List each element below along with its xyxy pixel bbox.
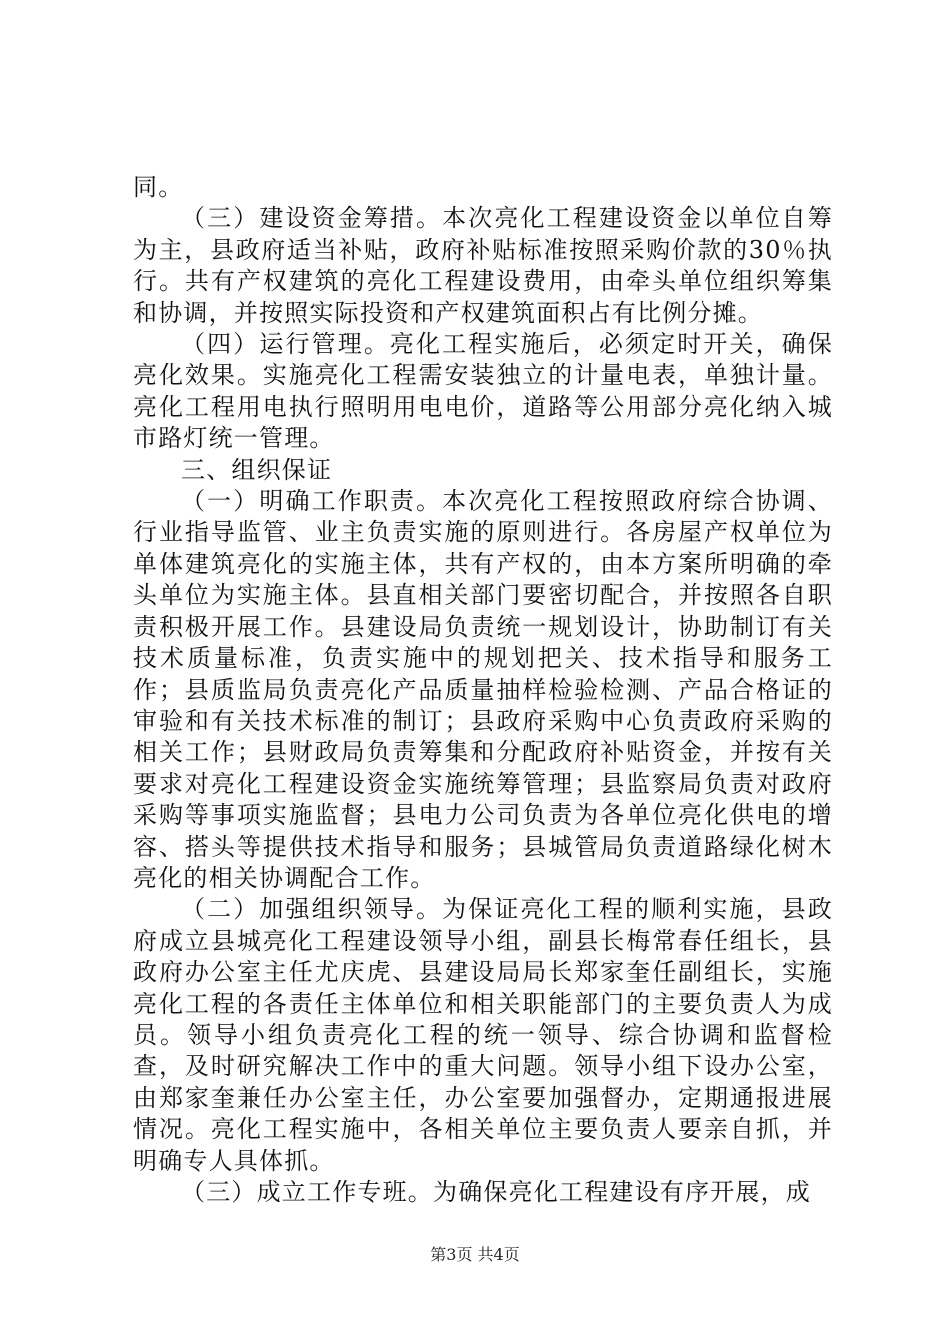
page-number-footer: 第3页 共4页 xyxy=(430,1245,520,1264)
paragraph-organization-leadership: （二）加强组织领导。为保证亮化工程的顺利实施，县政府成立县城亮化工程建设领导小组，副县长梅常春任组长，县政府办公室主任尤庆虎、县建设局局长郑家奎任副组长，实施亮化工程的各责任主体单位和相关职能部门的主要负责人为成员。领导小组负责亮化工程的统一领导、综合协调和监督检查，及时研究解决工作中的重大问题。领导小组下设办公室，由郑家奎兼任办公室主任，办公室要加强督办，定期通报进展情况。亮化工程实施中，各相关单位主要负责人要亲自抓，并明确专人具体抓。 xyxy=(133,895,833,1175)
paragraph-work-team: （三）成立工作专班。为确保亮化工程建设有序开展，成 xyxy=(181,1178,811,1206)
paragraph-continuation: 同。 xyxy=(133,173,184,201)
section-heading-organization: 三、组织保证 xyxy=(181,455,333,484)
paragraph-operation-management: （四）运行管理。亮化工程实施后，必须定时开关，确保亮化效果。实施亮化工程需安装独立的计量电表，单独计量。亮化工程用电执行照明用电电价，道路等公用部分亮化纳入城市路灯统一管理。 xyxy=(133,330,833,453)
paragraph-work-responsibilities: （一）明确工作职责。本次亮化工程按照政府综合协调、行业指导监管、业主负责实施的原则进行。各房屋产权单位为单体建筑亮化的实施主体，共有产权的，由本方案所明确的牵头单位为实施主体。县直相关部门要密切配合，并按照各自职责积极开展工作。县建设局负责统一规划设计，协助制订有关技术质量标准，负责实施中的规划把关、技术指导和服务工作；县质监局负责亮化产品质量抽样检验检测、产品合格证的审验和有关技术标准的制订；县政府采购中心负责政府采购的相关工作；县财政局负责筹集和分配政府补贴资金，并按有关要求对亮化工程建设资金实施统筹管理；县监察局负责对政府采购等事项实施监督；县电力公司负责为各单位亮化供电的增容、搭头等提供技术指导和服务；县城管局负责道路绿化树木亮化的相关协调配合工作。 xyxy=(133,487,833,892)
paragraph-construction-funding: （三）建设资金筹措。本次亮化工程建设资金以单位自筹为主，县政府适当补贴，政府补贴标准按照采购价款的30％执行。共有产权建筑的亮化工程建设费用，由牵头单位组织筹集和协调，并按照实际投资和产权建筑面积占有比例分摊。 xyxy=(133,204,833,327)
document-body xyxy=(133,172,833,1208)
